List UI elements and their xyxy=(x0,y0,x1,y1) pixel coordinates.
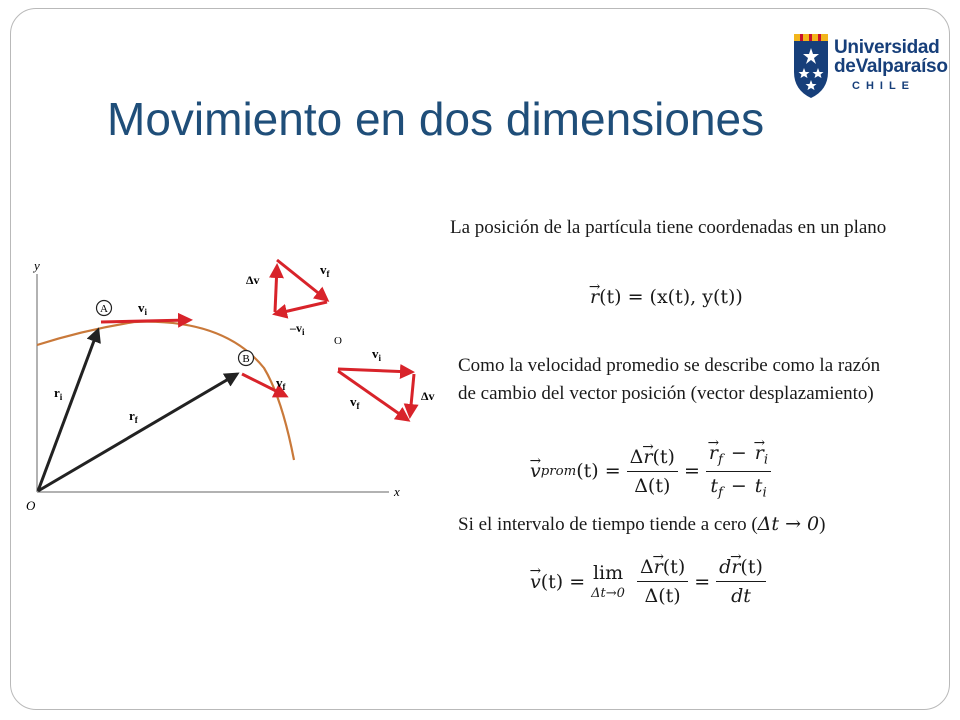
triangle-2-vi-label: $v_i$ xyxy=(372,346,382,363)
triangle-2-vf xyxy=(338,371,408,420)
logo-wordmark xyxy=(834,38,948,92)
logo-line-3: CHILE xyxy=(852,80,915,92)
y-axis-label: y xyxy=(34,258,40,273)
eq3-fraction-1: $\frac{\Delta\to r(t)}{\Delta(t)}$ xyxy=(637,556,688,607)
kinematics-diagram xyxy=(24,250,444,520)
position-vector-rf xyxy=(38,374,237,491)
origin-label: O xyxy=(26,498,36,513)
eq2-equals: = xyxy=(683,460,700,483)
eq2-fraction-2: → $\frac{r_f -\to r_i}{t_f - t_i}$ xyxy=(706,442,771,500)
vf-label: $v_f$ xyxy=(276,375,286,392)
eq1-rest: (t) = (x(t), y(t)) xyxy=(599,286,743,308)
x-axis-label: x xyxy=(394,484,400,499)
eq3-equals: = xyxy=(694,570,711,593)
eq3-v-vector: → v xyxy=(530,571,541,593)
ri-label: $r_i$ xyxy=(54,385,63,402)
university-seal-icon xyxy=(790,28,834,100)
small-o-label: O xyxy=(334,335,342,347)
eq2-v-subscript: prom xyxy=(540,463,577,479)
university-logo xyxy=(790,28,950,100)
neg-vi-label: $-v_i$ xyxy=(290,321,305,337)
delta-t-to-zero: Δt → 0 xyxy=(757,513,820,535)
triangle-1-delta-v xyxy=(275,266,277,312)
eq3-lhs-args: (t) = xyxy=(540,570,586,593)
point-a-label: A xyxy=(100,303,108,315)
position-equation xyxy=(590,286,743,308)
slide-title: Movimiento en dos dimensiones xyxy=(107,93,765,145)
eq1-r-vector: → r xyxy=(590,286,599,308)
eq2-lhs-args: (t) = xyxy=(576,460,621,483)
average-velocity-equation xyxy=(530,442,777,500)
triangle-1-vf-label: $v_f$ xyxy=(320,262,330,279)
eq2-fraction-1: $\frac{\Delta\to r(t)}{\Delta(t)}$ xyxy=(627,446,678,497)
logo-line-2: deValparaíso xyxy=(834,56,948,77)
instantaneous-velocity-equation xyxy=(530,556,772,607)
delta-v-label-2: Δv xyxy=(421,389,435,403)
eq3-fraction-2: $\frac{d\to r(t)}{dt}$ xyxy=(716,556,766,607)
vi-label: $v_i$ xyxy=(138,300,148,317)
velocity-description: Como la velocidad promedio se describe como la razón de cambio del vector posición (vector desplazamiento) xyxy=(458,355,881,404)
position-description: La posición de la partícula tiene coordenadas en un plano xyxy=(450,217,887,238)
delta-v-label-1: Δv xyxy=(246,273,260,287)
logo-line-1: Universidad xyxy=(834,37,940,58)
velocity-vi-at-a xyxy=(101,320,190,322)
eq3-limit: lim Δt→0 xyxy=(591,562,625,601)
point-b-label: B xyxy=(242,353,250,365)
eq2-v-vector: → v xyxy=(530,460,541,482)
triangle-1-neg-vi xyxy=(275,302,327,314)
triangle-2-vi xyxy=(338,369,412,372)
limit-description: Si el intervalo de tiempo tiende a cero (Δt → 0) xyxy=(458,513,826,535)
triangle-2-delta-v xyxy=(410,374,414,416)
rf-label: $r_f$ xyxy=(129,408,138,425)
triangle-2-vf-label: $v_f$ xyxy=(350,394,360,411)
position-vector-ri xyxy=(38,330,98,491)
